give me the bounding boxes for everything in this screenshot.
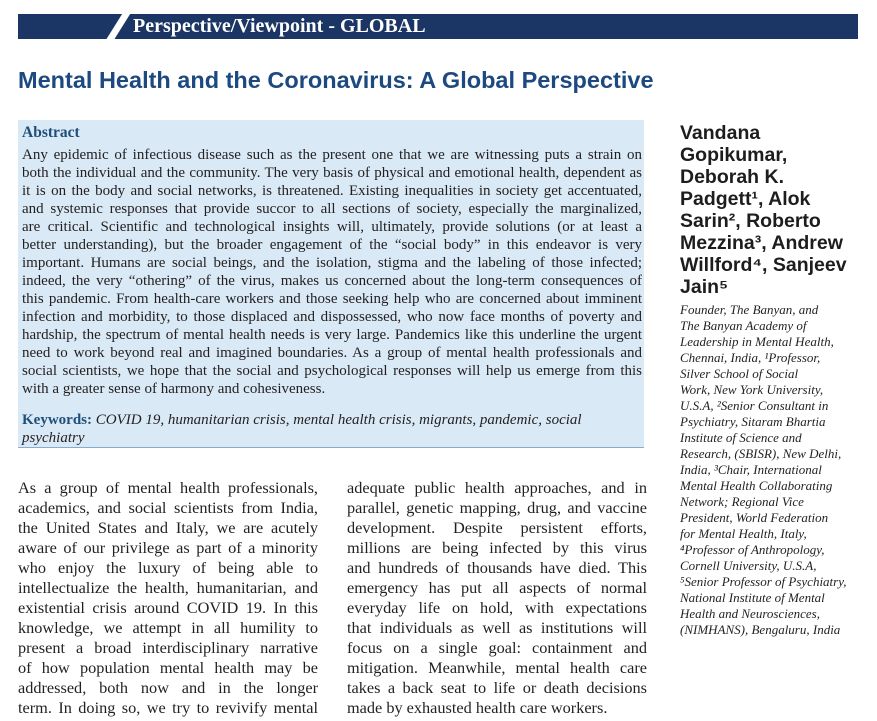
affiliation-line: The Banyan Academy of [680, 318, 807, 333]
affiliation-line: India, ³Chair, International [680, 462, 822, 477]
affiliation-line: Cornell University, U.S.A, [680, 558, 817, 573]
affiliation-block [680, 302, 847, 638]
affiliation-line: ⁵Senior Professor of Psychiatry, [680, 574, 847, 589]
body-line: who enjoy the luxury of being able to [18, 558, 318, 577]
author-block [680, 122, 847, 298]
affiliation-line: U.S.A, ²Senior Consultant in [680, 398, 829, 413]
abstract-line: with a greater sense of harmony and cohesiveness. [22, 381, 326, 397]
affiliation-line: Chennai, India, ¹Professor, [680, 350, 821, 365]
affiliation-line: Network; Regional Vice [680, 494, 804, 509]
abstract-line: this pandemic. From health-care workers and those seeking help who are concerned about imminent [22, 291, 642, 307]
abstract-line: and systemic responses that provide succor to all sections of society, especially the marginalized, [22, 201, 642, 217]
body-line: takes a back seat to life or death decisions [347, 678, 647, 697]
body-line: aware of our privilege as part of a minority [18, 538, 318, 557]
abstract-text [22, 146, 642, 398]
affiliation-line: Health and Neurosciences, [680, 606, 820, 621]
abstract-line: are critical. Scientific and technological insights will, ultimately, provide solutions (or at least a [22, 219, 642, 235]
affiliation-line: Institute of Science and [680, 430, 802, 445]
banner-label: Perspective/Viewpoint - GLOBAL [133, 15, 426, 37]
body-line: parallel, genetic mapping, drug, and vaccine [347, 498, 647, 517]
affiliation-line: Psychiatry, Sitaram Bhartia [680, 414, 826, 429]
affiliation-line: Research, (SBISR), New Delhi, [680, 446, 842, 461]
body-line: intellectualize the health, humanitarian, and [18, 578, 318, 597]
body-line: mitigation. Meanwhile, mental health care [347, 658, 647, 677]
affiliation-line: ⁴Professor of Anthropology, [680, 542, 825, 557]
abstract-box [18, 120, 644, 448]
abstract-line: both the individual and the community. The very basis of physical and emotional health, dependent as [22, 165, 642, 181]
keywords [22, 411, 642, 447]
keywords-label: Keywords: [22, 412, 92, 428]
body-line: present a broad interdisciplinary narrative [18, 638, 318, 657]
body-line: existential crisis around COVID 19. In this [18, 598, 318, 617]
abstract-line: Any epidemic of infectious disease such as the present one that we are witnessing puts a strain on [22, 147, 642, 163]
banner-slash-decoration [105, 14, 132, 39]
body-line: adequate public health approaches, and in [347, 478, 647, 497]
author-name-line: Sarin², Roberto [680, 210, 821, 232]
affiliation-line: Silver School of Social [680, 366, 799, 381]
author-name-line: Padgett¹, Alok [680, 188, 811, 210]
keywords-line: psychiatry [22, 430, 85, 446]
body-line: development. Despite persistent efforts, [347, 518, 647, 537]
body-line: and hundreds of thousands have died. This [347, 558, 647, 577]
abstract-line: social scientists, we hope that the social and psychological responses will help us emerge from this [22, 363, 642, 379]
abstract-line: need to work beyond real and imagined boundaries. As a group of mental health professionals and [22, 345, 642, 361]
body-line: made by exhausted health care workers. [347, 698, 608, 717]
abstract-line: better understanding), but the broader engagement of the “social body” in this endeavor is very [22, 237, 642, 253]
body-line: of how population mental health may be [18, 658, 318, 677]
abstract-line: indeed, the very “othering” of the virus, makes us concerned about the long-term consequences of [22, 273, 642, 289]
body-line: term. In doing so, we try to revivify mental [18, 698, 318, 717]
body-line: academics, and social scientists from India, [18, 498, 318, 517]
affiliation-line: Mental Health Collaborating [680, 478, 833, 493]
author-name-line: Deborah K. [680, 166, 785, 188]
author-name-line: Vandana [680, 122, 761, 144]
left-column [18, 478, 318, 718]
affiliation-line: Work, New York University, [680, 382, 824, 397]
author-name-line: Willford⁴, Sanjeev [680, 254, 847, 276]
abstract-heading: Abstract [22, 124, 80, 141]
affiliation-line: Leadership in Mental Health, [680, 334, 834, 349]
body-line: millions are being infected by this virus [347, 538, 647, 557]
abstract-line: infection and morbidity, to those displaced and dispossessed, who now face months of poverty and [22, 309, 642, 325]
affiliation-line: for Mental Health, Italy, [680, 526, 807, 541]
body-line: addressed, both now and in the longer [18, 678, 318, 697]
body-line: knowledge, we attempt in all humility to [18, 618, 318, 637]
author-name-line: Jain⁵ [680, 276, 729, 298]
section-banner [18, 14, 858, 39]
body-line: As a group of mental health professionals, [18, 478, 318, 497]
author-name-line: Gopikumar, [680, 144, 788, 166]
body-line: the United States and Italy, we are acutely [18, 518, 318, 537]
abstract-line: hardship, the spectrum of mental health needs is very large. Pandemics like this underline the urgent [22, 327, 642, 343]
body-line: that individuals as well as institutions will [347, 618, 647, 637]
article-title: Mental Health and the Coronavirus: A Global Perspective [18, 67, 654, 93]
body-line: focus on a single goal: containment and [347, 638, 647, 657]
affiliation-line: (NIMHANS), Bengaluru, India [680, 622, 841, 637]
affiliation-line: Founder, The Banyan, and [680, 302, 819, 317]
affiliation-line: President, World Federation [680, 510, 829, 525]
keywords-text: COVID 19, humanitarian crisis, mental health crisis, migrants, pandemic, social [95, 412, 582, 428]
affiliation-line: National Institute of Mental [680, 590, 825, 605]
right-column [347, 478, 647, 718]
abstract-line: important. Humans are social beings, and the isolation, stigma and the labeling of those infected; [22, 255, 642, 271]
keywords-line [22, 411, 642, 429]
author-name-line: Mezzina³, Andrew [680, 232, 843, 254]
body-line: emergency has put all aspects of normal [347, 578, 647, 597]
body-line: everyday life on hold, with expectations [347, 598, 647, 617]
abstract-line: it is on the body and social networks, is threatened. Existing inequalities in society get accentuated, [22, 183, 642, 199]
